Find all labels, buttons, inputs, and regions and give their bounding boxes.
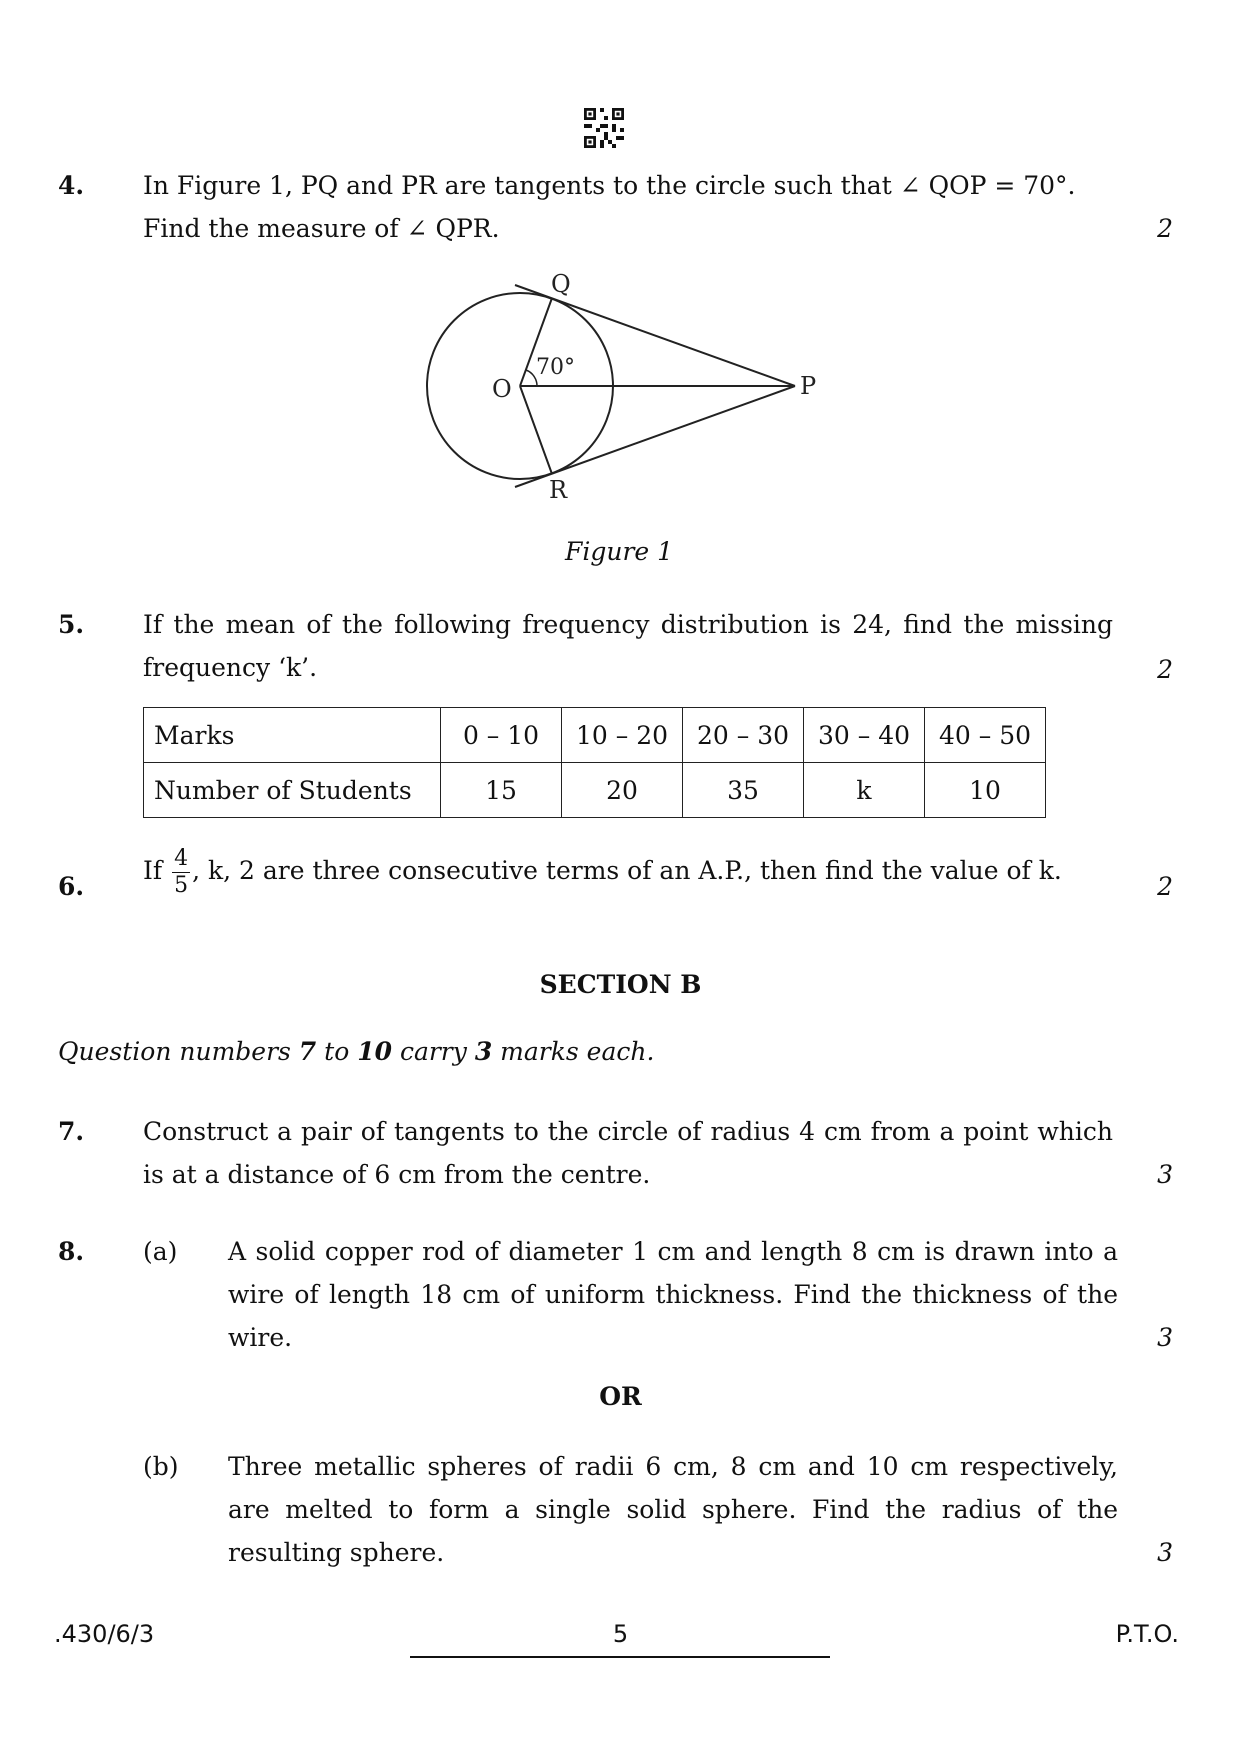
qr-code-icon	[584, 108, 624, 148]
question-8b-text: Three metallic spheres of radii 6 cm, 8 cm and 10 cm respectively, are melted to form a single solid sphere. Find the radius of the resulting sphere.	[228, 1452, 1118, 1567]
fraction-denominator: 5	[174, 873, 189, 898]
table-cell: k	[804, 763, 925, 818]
question-4-marks: 2	[1157, 214, 1173, 243]
label-q: Q	[551, 270, 571, 298]
instruction-part: marks each.	[492, 1037, 655, 1066]
question-8b-marks: 3	[1157, 1538, 1173, 1567]
question-number-4: 4.	[58, 171, 85, 200]
table-cell: 20 – 30	[683, 708, 804, 763]
tangent-pr	[515, 386, 795, 487]
instruction-bold: 3	[474, 1037, 493, 1066]
frequency-table	[143, 707, 1046, 818]
question-4-text	[143, 164, 1118, 250]
question-7-marks: 3	[1157, 1160, 1173, 1189]
question-number-8: 8.	[58, 1237, 85, 1266]
instruction-part: to	[316, 1037, 358, 1066]
question-5-marks: 2	[1157, 655, 1173, 684]
question-8b-label: (b)	[143, 1452, 179, 1481]
angle-label: 70°	[536, 355, 575, 380]
pto-label: P.T.O.	[1115, 1620, 1179, 1648]
table-cell: 30 – 40	[804, 708, 925, 763]
table-cell: 10	[925, 763, 1046, 818]
table-row-header-students: Number of Students	[144, 763, 441, 818]
table-row-header-marks: Marks	[144, 708, 441, 763]
table-cell: 20	[562, 763, 683, 818]
page-number: 5	[612, 1620, 629, 1648]
table-cell: 10 – 20	[562, 708, 683, 763]
instruction-bold: 10	[357, 1037, 392, 1066]
footer-divider	[410, 1656, 830, 1658]
table-row	[144, 763, 1046, 818]
question-7-text: Construct a pair of tangents to the circle of radius 4 cm from a point which is at a distance of 6 cm from the centre.	[143, 1117, 1113, 1189]
question-number-5: 5.	[58, 610, 85, 639]
instruction-part: Question numbers	[58, 1037, 299, 1066]
question-8a-marks: 3	[1157, 1323, 1173, 1352]
question-6-marks: 2	[1157, 872, 1173, 901]
question-4-line-2: Find the measure of ∠ QPR.	[143, 214, 500, 243]
radius-or	[520, 386, 552, 474]
instruction-bold: 7	[298, 1037, 317, 1066]
label-o: O	[492, 375, 512, 403]
fraction-numerator: 4	[174, 846, 189, 871]
question-8a-label: (a)	[143, 1237, 178, 1266]
instruction-part: carry	[392, 1037, 475, 1066]
question-6-text	[143, 848, 1062, 897]
table-cell: 35	[683, 763, 804, 818]
section-title: SECTION B	[539, 970, 702, 999]
question-6-prefix: If	[143, 856, 163, 885]
or-separator: OR	[599, 1382, 642, 1411]
question-4-line-1: In Figure 1, PQ and PR are tangents to the circle such that ∠ QOP = 70°.	[143, 171, 1076, 200]
label-r: R	[549, 476, 568, 504]
label-p: P	[800, 372, 817, 400]
question-8a-text: A solid copper rod of diameter 1 cm and length 8 cm is drawn into a wire of length 18 cm of uniform thickness. Find the thickness of the wire.	[228, 1237, 1118, 1352]
question-number-6: 6.	[58, 872, 85, 901]
figure-1-caption: Figure 1	[565, 537, 674, 566]
question-number-7: 7.	[58, 1117, 85, 1146]
table-cell: 40 – 50	[925, 708, 1046, 763]
question-5-text: If the mean of the following frequency distribution is 24, find the missing frequency ‘k’.	[143, 610, 1113, 682]
table-cell: 15	[441, 763, 562, 818]
question-6-body: , k, 2 are three consecutive terms of an A.P., then find the value of k.	[192, 856, 1062, 885]
paper-code: .430/6/3	[54, 1620, 155, 1648]
section-instruction	[58, 1037, 654, 1066]
figure-1-diagram	[400, 265, 840, 515]
table-row	[144, 708, 1046, 763]
table-cell: 0 – 10	[441, 708, 562, 763]
fraction	[172, 848, 190, 897]
